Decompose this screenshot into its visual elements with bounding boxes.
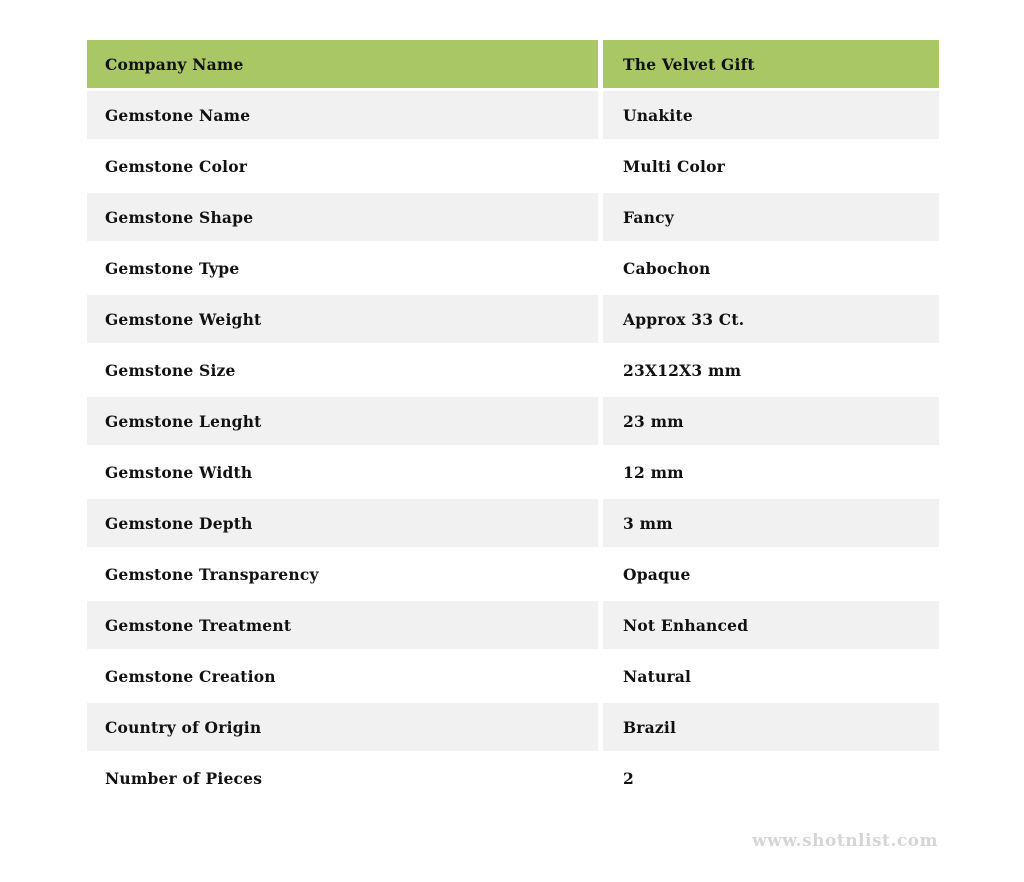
gemstone-spec-table <box>87 40 939 802</box>
spec-value: Fancy <box>603 193 939 241</box>
table-row <box>87 244 939 292</box>
table-row <box>87 703 939 751</box>
table-row <box>87 601 939 649</box>
spec-label: Gemstone Lenght <box>87 397 598 445</box>
table-row <box>87 448 939 496</box>
spec-value: 23 mm <box>603 397 939 445</box>
table-row <box>87 499 939 547</box>
spec-value: Opaque <box>603 550 939 598</box>
table-row <box>87 652 939 700</box>
table-body <box>87 91 939 802</box>
spec-label: Gemstone Size <box>87 346 598 394</box>
spec-label: Gemstone Shape <box>87 193 598 241</box>
spec-label: Gemstone Width <box>87 448 598 496</box>
table-row <box>87 295 939 343</box>
spec-value: Multi Color <box>603 142 939 190</box>
spec-label: Gemstone Type <box>87 244 598 292</box>
company-name-header: Company Name <box>87 40 598 88</box>
spec-label: Gemstone Creation <box>87 652 598 700</box>
spec-value: 3 mm <box>603 499 939 547</box>
spec-value: 12 mm <box>603 448 939 496</box>
spec-label: Number of Pieces <box>87 754 598 802</box>
spec-label: Gemstone Treatment <box>87 601 598 649</box>
site-watermark: www.shotnlist.com <box>751 831 938 851</box>
table-header-row <box>87 40 939 88</box>
spec-value: Unakite <box>603 91 939 139</box>
spec-value: Not Enhanced <box>603 601 939 649</box>
table-row <box>87 754 939 802</box>
table-row <box>87 142 939 190</box>
table-row <box>87 346 939 394</box>
table-row <box>87 193 939 241</box>
spec-value: 2 <box>603 754 939 802</box>
table-row <box>87 91 939 139</box>
table-row <box>87 397 939 445</box>
spec-value: Approx 33 Ct. <box>603 295 939 343</box>
spec-label: Gemstone Color <box>87 142 598 190</box>
spec-value: Brazil <box>603 703 939 751</box>
spec-value: Natural <box>603 652 939 700</box>
spec-label: Gemstone Weight <box>87 295 598 343</box>
spec-label: Country of Origin <box>87 703 598 751</box>
spec-label: Gemstone Transparency <box>87 550 598 598</box>
table-row <box>87 550 939 598</box>
company-name-value: The Velvet Gift <box>603 40 939 88</box>
spec-value: 23X12X3 mm <box>603 346 939 394</box>
spec-value: Cabochon <box>603 244 939 292</box>
spec-label: Gemstone Depth <box>87 499 598 547</box>
spec-label: Gemstone Name <box>87 91 598 139</box>
